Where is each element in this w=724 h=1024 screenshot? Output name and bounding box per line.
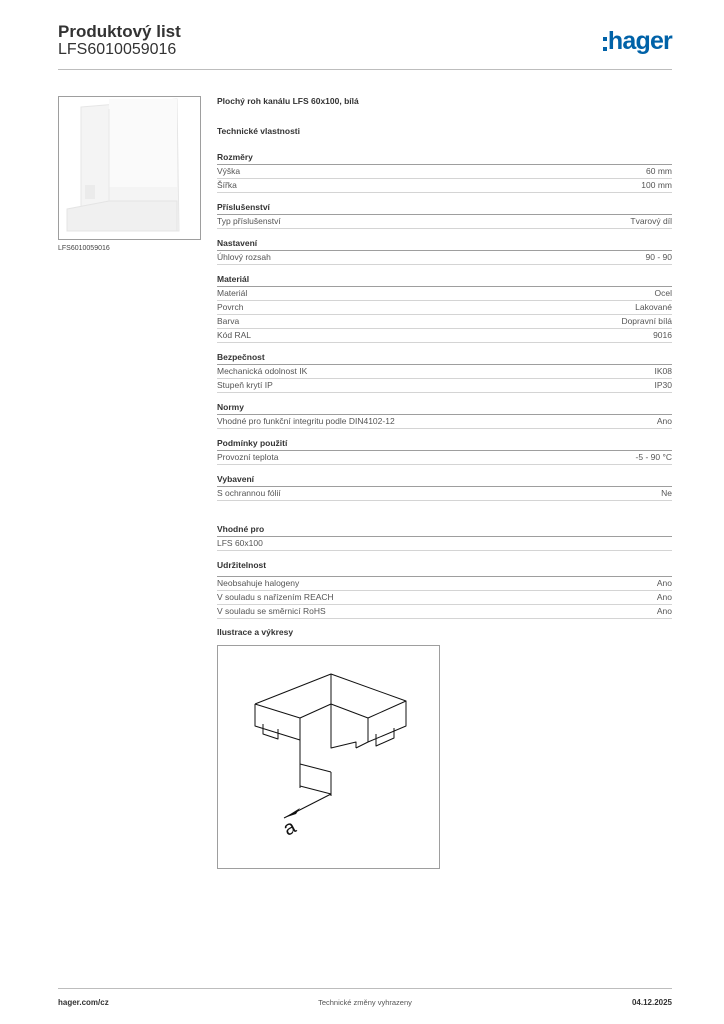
- spec-label: Kód RAL: [217, 330, 252, 340]
- photo-caption: LFS6010059016: [58, 245, 110, 252]
- spec-label: Úhlový rozsah: [217, 252, 271, 262]
- section-title: Podmínky použití: [217, 437, 672, 451]
- section-title: Vybavení: [217, 473, 672, 487]
- footer-website-link[interactable]: hager.com/cz: [58, 998, 109, 1007]
- spec-value: -5 - 90 °C: [635, 452, 672, 462]
- spec-row: [217, 165, 672, 179]
- technical-properties-heading: Technické vlastnosti: [217, 126, 300, 136]
- spec-label: Stupeň krytí IP: [217, 380, 273, 390]
- spec-value: Lakované: [635, 302, 672, 312]
- spec-value: 100 mm: [641, 180, 672, 190]
- section-title: Nastavení: [217, 237, 672, 251]
- section-podminky-pouziti: [217, 437, 672, 465]
- spec-row: [217, 605, 672, 619]
- technical-drawing: [217, 645, 440, 869]
- product-photo-image: [59, 97, 200, 239]
- spec-row: [217, 379, 672, 393]
- spec-value: Ocel: [654, 288, 672, 298]
- spacer: [217, 509, 672, 523]
- spec-row: [217, 329, 672, 343]
- spec-value: IP30: [654, 380, 672, 390]
- spec-label: V souladu s nařízením REACH: [217, 592, 334, 602]
- spec-row: [217, 451, 672, 465]
- spec-value: Tvarový díl: [630, 216, 672, 226]
- section-title: Normy: [217, 401, 672, 415]
- spec-row: [217, 251, 672, 265]
- spec-row: [217, 487, 672, 501]
- spec-value: 9016: [653, 330, 672, 340]
- spec-row: [217, 537, 672, 551]
- page-footer: [58, 988, 672, 1012]
- spec-label: LFS 60x100: [217, 538, 263, 548]
- spec-label: Výška: [217, 166, 241, 176]
- section-title: Udržitelnost: [217, 559, 672, 577]
- logo-text: hager: [607, 27, 672, 55]
- section-udrzitelnost: [217, 559, 672, 619]
- spec-label: V souladu se směrnicí RoHS: [217, 606, 326, 616]
- drawings-heading: Ilustrace a výkresy: [217, 627, 294, 637]
- section-title: Příslušenství: [217, 201, 672, 215]
- spec-value: 90 - 90: [645, 252, 672, 262]
- logo-mark-icon: [603, 37, 607, 51]
- spec-label: Provozní teplota: [217, 452, 279, 462]
- spec-row: [217, 315, 672, 329]
- product-name: Plochý roh kanálu LFS 60x100, bílá: [217, 96, 359, 106]
- spec-row: [217, 591, 672, 605]
- spec-row: [217, 577, 672, 591]
- section-vybaveni: [217, 473, 672, 501]
- spec-label: Neobsahuje halogeny: [217, 578, 300, 588]
- section-title: Rozměry: [217, 151, 672, 165]
- spec-label: Mechanická odolnost IK: [217, 366, 308, 376]
- spec-label: Vhodné pro funkční integritu podle DIN4102-12: [217, 416, 395, 426]
- section-prislusenstvi: [217, 201, 672, 229]
- spec-row: [217, 287, 672, 301]
- product-photo: [58, 96, 201, 240]
- spec-value: Ano: [656, 578, 672, 588]
- spec-value: Ano: [656, 606, 672, 616]
- section-title: Materiál: [217, 273, 672, 287]
- spec-row: [217, 365, 672, 379]
- spec-row: [217, 415, 672, 429]
- spec-label: S ochrannou fólií: [217, 488, 281, 498]
- spec-label: Povrch: [217, 302, 244, 312]
- section-rozmery: [217, 151, 672, 193]
- footer-date: 04.12.2025: [631, 998, 672, 1007]
- footer-disclaimer: Technické změny vyhrazeny: [318, 998, 412, 1007]
- section-title: Vhodné pro: [217, 523, 672, 537]
- product-details: [217, 96, 672, 869]
- section-title: Bezpečnost: [217, 351, 672, 365]
- spec-value: IK08: [654, 366, 672, 376]
- section-material: [217, 273, 672, 343]
- spec-value: Ne: [661, 488, 672, 498]
- section-nastaveni: [217, 237, 672, 265]
- section-normy: [217, 401, 672, 429]
- spec-label: Barva: [217, 316, 240, 326]
- section-bezpecnost: [217, 351, 672, 393]
- spec-row: [217, 179, 672, 193]
- spec-value: Ano: [656, 592, 672, 602]
- spec-value: 60 mm: [646, 166, 672, 176]
- technical-drawing-image: [218, 646, 439, 868]
- spec-row: [217, 301, 672, 315]
- page-header: [58, 22, 672, 70]
- document-title: Produktový list: [58, 22, 181, 41]
- spec-value: Dopravní bílá: [621, 316, 672, 326]
- hager-logo[interactable]: [603, 28, 672, 54]
- product-code: LFS6010059016: [58, 41, 177, 58]
- section-vhodne-pro: [217, 523, 672, 551]
- spec-value: Ano: [656, 416, 672, 426]
- spec-label: Šířka: [217, 180, 237, 190]
- spec-label: Materiál: [217, 288, 248, 298]
- spec-row: [217, 215, 672, 229]
- spec-label: Typ příslušenství: [217, 216, 281, 226]
- dimension-label: a: [279, 815, 300, 841]
